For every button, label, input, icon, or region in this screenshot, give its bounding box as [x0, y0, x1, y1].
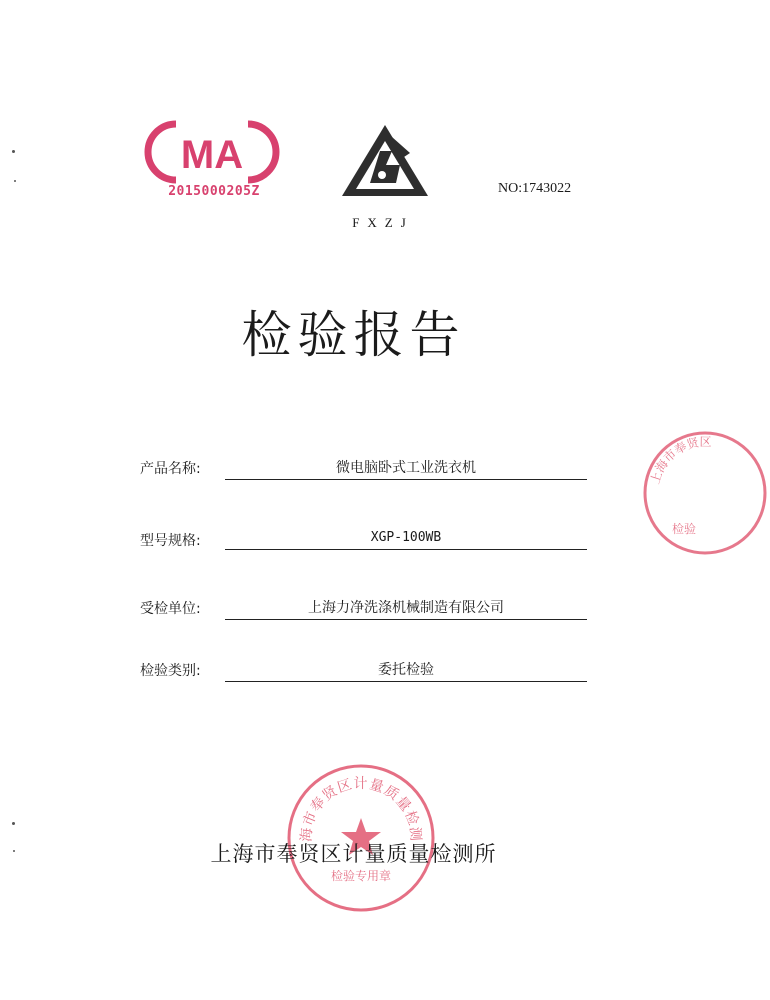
scan-speck — [12, 150, 15, 153]
emblem-caption: FXZJ — [352, 215, 414, 230]
underline — [225, 549, 587, 550]
page-title: 检验报告 — [241, 306, 466, 364]
underline — [225, 681, 587, 682]
seal-arc-text: 海市奉贤区计量质量检测 — [298, 776, 424, 843]
field-label: 受检单位: — [140, 601, 201, 617]
cma-logo — [158, 120, 266, 184]
field-value: 上海力净洗涤机械制造有限公司 — [308, 600, 504, 616]
fxzj-emblem-icon — [340, 123, 430, 198]
seal-sub-text: 检验 — [671, 522, 697, 536]
institute-name: 上海市奉贤区计量质量检测所 — [210, 842, 497, 866]
official-seal-right-edge — [640, 428, 770, 558]
underline — [225, 619, 587, 620]
scan-speck — [12, 822, 15, 825]
scan-speck — [14, 180, 16, 182]
cma-mark-text: MA — [180, 133, 244, 177]
underline — [225, 479, 587, 480]
field-label: 检验类别: — [140, 663, 201, 679]
field-value: 委托检验 — [378, 662, 434, 678]
field-value: 微电脑卧式工业洗衣机 — [336, 460, 476, 476]
cma-certificate-code: 2015000205Z — [168, 184, 260, 199]
report-number: NO:1743022 — [498, 181, 572, 196]
field-value: XGP-100WB — [370, 530, 442, 545]
field-label: 型号规格: — [140, 533, 201, 549]
scan-speck — [13, 850, 15, 852]
field-label: 产品名称: — [140, 461, 201, 477]
seal-arc-text: 上海市奉贤区 — [647, 434, 712, 486]
seal-sub-text: 检验专用章 — [330, 869, 392, 883]
